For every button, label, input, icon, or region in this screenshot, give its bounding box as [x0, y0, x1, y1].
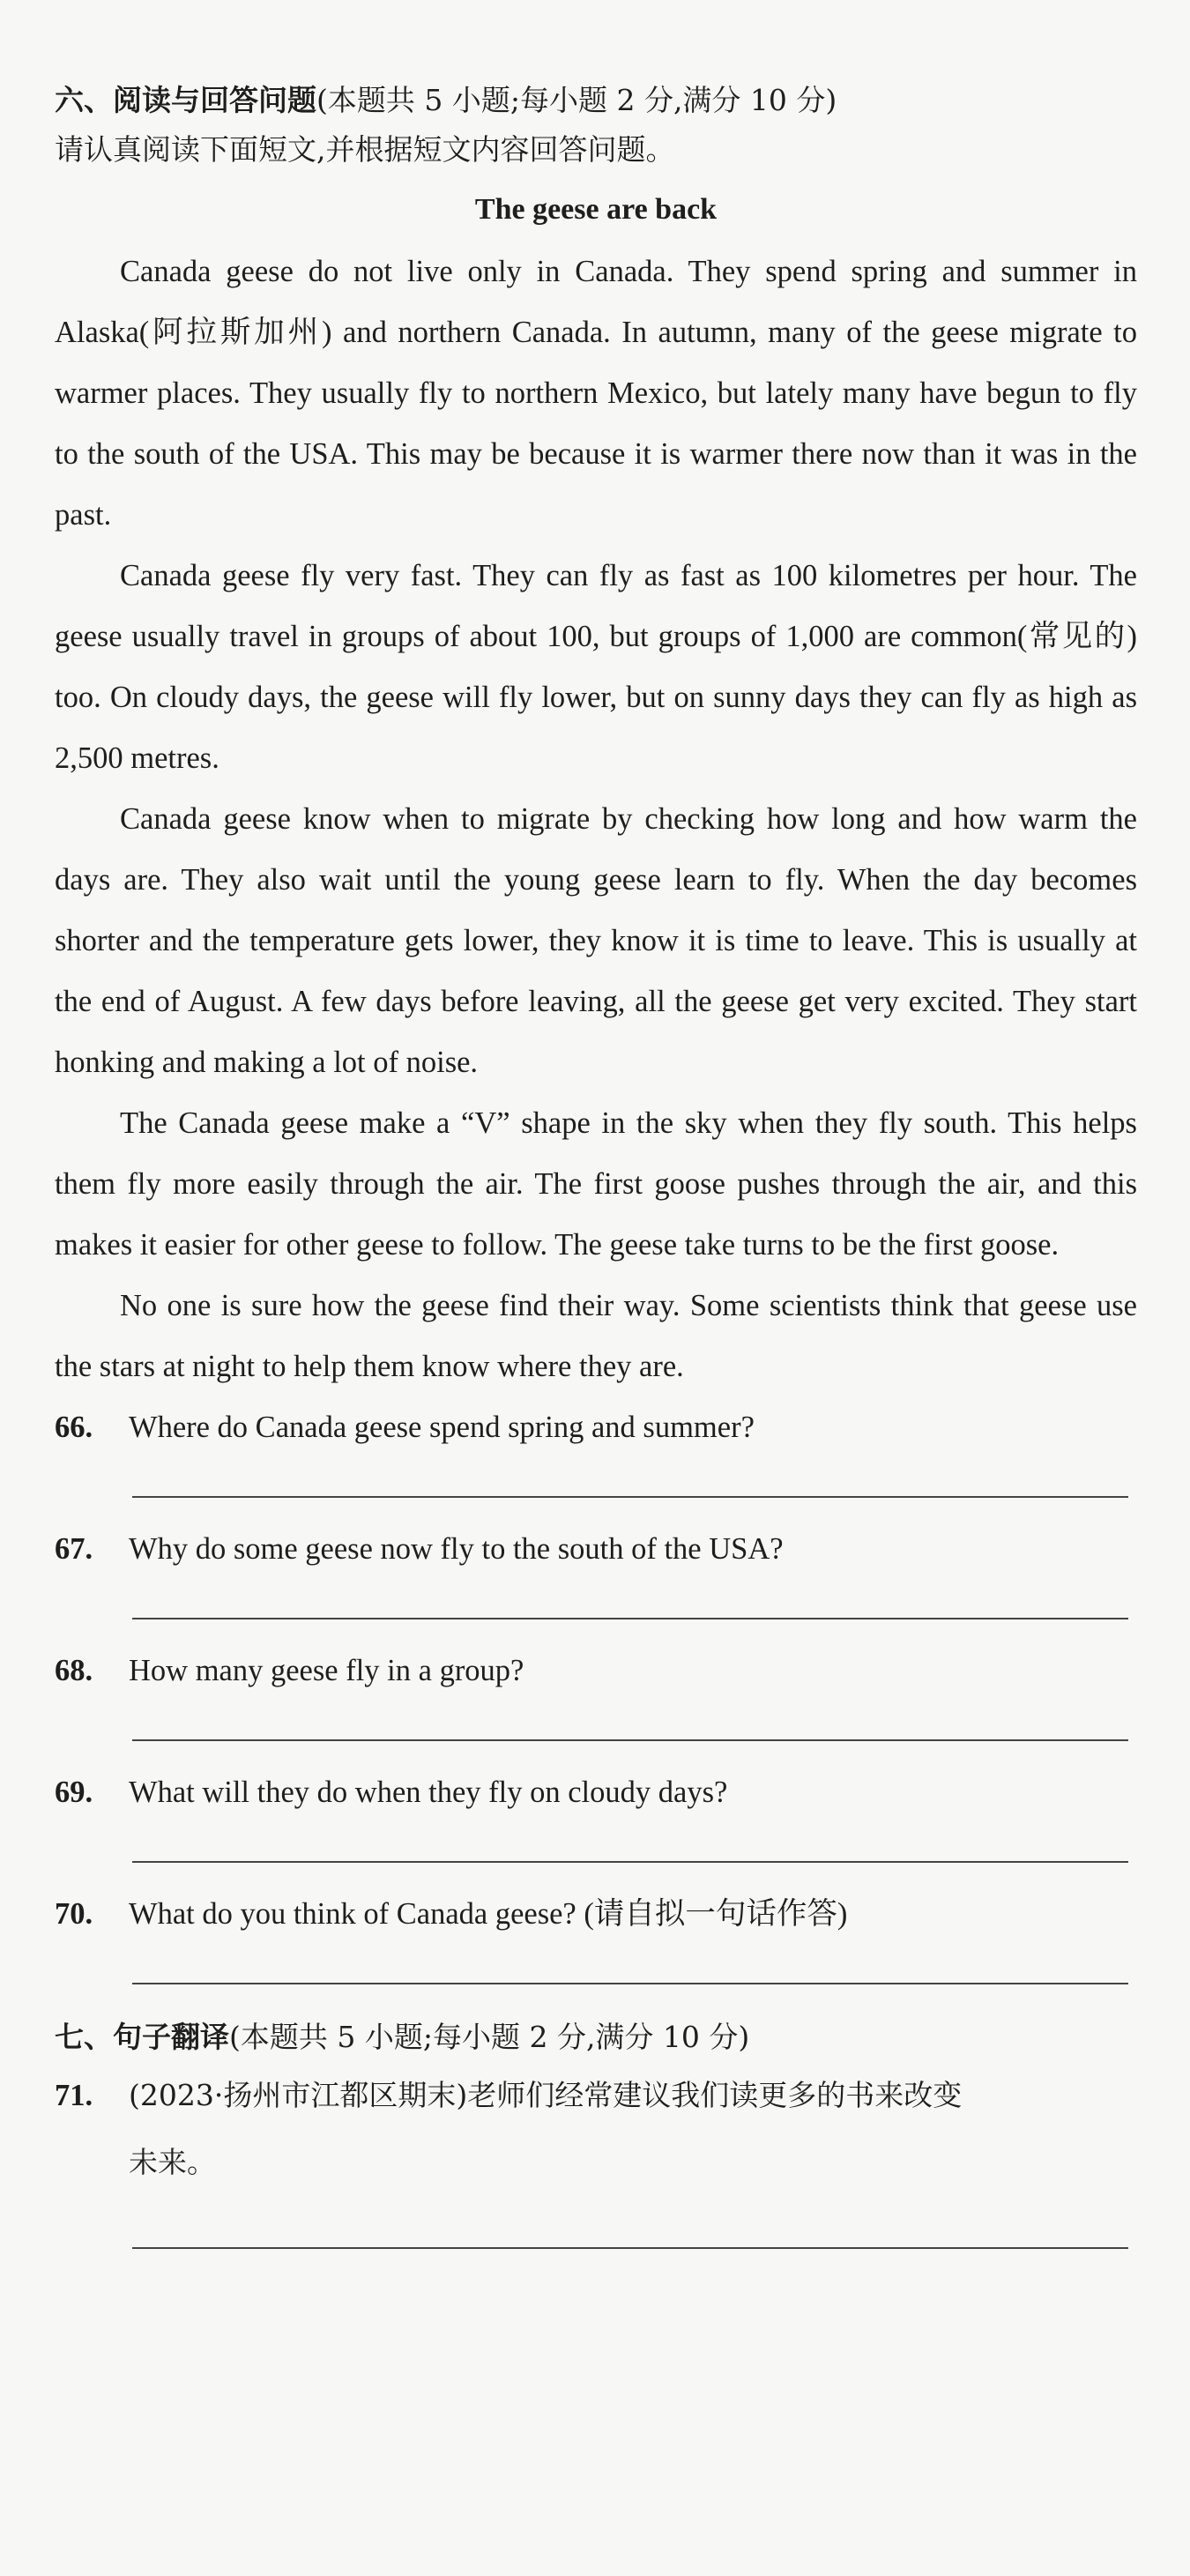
section-6-instruction: 请认真阅读下面短文,并根据短文内容回答问题。 — [55, 132, 675, 167]
question-text: Why do some geese now fly to the south of the USA? — [129, 1532, 784, 1566]
reading-passage — [55, 242, 1137, 1397]
section-7-heading — [55, 2013, 1137, 2062]
question-list — [55, 1397, 1137, 2006]
passage-paragraph: The Canada geese make a “V” shape in the sky when they fly south. This helps them fly more easily through the air. The first goose pushes through the air, and this makes it easier for other geese to follow. The geese take turns to be the first goose. — [55, 1106, 1137, 1262]
section-6-heading — [55, 76, 1137, 125]
section-6-note: (本题共 5 小题;每小题 2 分,满分 10 分) — [316, 83, 837, 117]
question-number: 67. — [55, 1532, 93, 1566]
question-text: How many geese fly in a group? — [129, 1654, 524, 1687]
question-number: 68. — [55, 1654, 93, 1687]
section-7-note: (本题共 5 小题;每小题 2 分,满分 10 分) — [229, 2020, 750, 2054]
passage-paragraph: Canada geese know when to migrate by checking how long and how warm the days are. They also wait until the young geese learn to fly. When the day becomes shorter and the temperature gets lower, they know it is time to leave. This is usually at the end of August. A few days before leaving, all the geese get very excited. They start honking and making a lot of noise. — [55, 802, 1137, 1079]
passage-title: The geese are back — [474, 193, 718, 226]
question-number: 71. — [55, 2079, 93, 2112]
question-text: What will they do when they fly on cloudy days? — [129, 1776, 728, 1809]
question-66 — [55, 1397, 1137, 1519]
question-70 — [55, 1884, 1137, 2006]
question-67 — [55, 1519, 1137, 1641]
question-text: What do you think of Canada geese? (请自拟一句话作答) — [129, 1897, 848, 1931]
answer-line[interactable] — [132, 1983, 1128, 1984]
question-number: 66. — [55, 1411, 93, 1444]
question-text-continued: 未来。 — [129, 2145, 216, 2179]
answer-line[interactable] — [132, 1618, 1128, 1619]
answer-line[interactable] — [132, 2247, 1128, 2249]
question-69 — [55, 1762, 1137, 1884]
question-68 — [55, 1641, 1137, 1762]
answer-line[interactable] — [132, 1496, 1128, 1498]
passage-paragraph: Canada geese do not live only in Canada. They spend spring and summer in Alaska(阿拉斯加州) and northern Canada. In autumn, many of the geese migrate to warmer places. They usually fly to northern Mexico, but lately many have begun to fly to the south of the USA. This may be because it is warmer there now than it was in the past. — [55, 255, 1137, 532]
question-number: 69. — [55, 1776, 93, 1809]
question-text: (2023·扬州市江都区期末)老师们经常建议我们读更多的书来改变 — [129, 2078, 963, 2112]
passage-paragraph: Canada geese fly very fast. They can fly as fast as 100 kilometres per hour. The geese usually travel in groups of about 100, but groups of 1,000 are common(常见的) too. On cloudy days, the geese will fly lower, but on sunny days they can fly as high as 2,500 metres. — [55, 559, 1137, 775]
answer-line[interactable] — [132, 1739, 1128, 1741]
question-number: 70. — [55, 1897, 93, 1931]
section-7-title: 七、句子翻译 — [55, 2020, 229, 2054]
section-6-title: 六、阅读与回答问题 — [55, 83, 316, 117]
question-71 — [55, 2062, 1137, 2249]
answer-line[interactable] — [132, 1861, 1128, 1863]
passage-paragraph: No one is sure how the geese find their way. Some scientists think that geese use the stars at night to help them know where they are. — [55, 1289, 1137, 1383]
question-text: Where do Canada geese spend spring and summer? — [129, 1411, 755, 1444]
